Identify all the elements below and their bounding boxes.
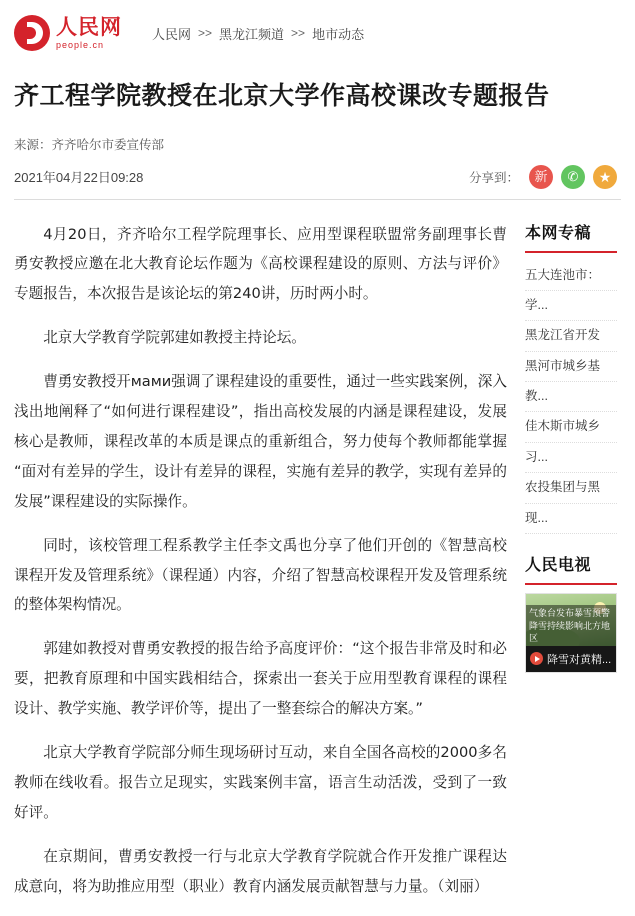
article-body [14,200,507,916]
list-item[interactable] [525,504,617,534]
list-item[interactable] [525,473,617,503]
breadcrumb-item-0[interactable]: 人民网 [152,26,192,42]
article-paragraph: 4月20日，齐齐哈尔工程学院理事长、应用型课程联盟常务副理事长曹勇安教授应邀在北大教育论坛作题为《高校课程建设的原则、方法与评价》专题报告，本次报告是该论坛的第240讲，历时两小时。 [14,225,507,303]
logo-title-cn: 人民网 [56,14,122,39]
breadcrumb-separator-0: >> [198,26,213,40]
list-item[interactable] [525,321,617,351]
article-header [0,80,635,200]
breadcrumb-item-2[interactable]: 地市动态 [312,26,365,42]
sidebar-special-list [525,261,617,534]
breadcrumb-separator-1: >> [291,26,306,40]
wechat-share-icon[interactable]: ✆ [561,165,585,189]
sidebar-link[interactable]: 五大连池市： [525,267,601,282]
logo-text [56,14,122,50]
video-title-bar[interactable] [526,646,616,672]
sidebar [525,200,617,916]
logo-title-en: people.cn [56,39,105,50]
sidebar-module-special-title: 本网专稿 [525,220,617,253]
sidebar-link[interactable]: 习... [525,449,548,464]
site-logo[interactable] [14,15,122,51]
sidebar-link[interactable]: 现... [525,510,548,525]
list-item[interactable] [525,382,617,412]
content-wrapper [0,200,635,916]
article-paragraph: 曹勇安教授开мами强调了课程建设的重要性，通过一些实践案例，深入浅出地阐释了“如何进行课程建设”，指出高校发展的内涵是课程建设，发展核心是教师，课程改革的本质是课点的重新组合，努力使每个教师都能掌握“面对有差异的学生，设计有差异的课程，实施有差异的教学，实现有差异的发展”课程建设的实际操作。 [14,373,507,510]
share-bar [469,165,621,189]
article-paragraph: 同时，该校管理工程系教学主任李文禹也分享了他们开创的《智慧高校课程开发及管理系统》（课程通）内容，介绍了智慧高校课程开发及管理系统的整体架构情况。 [14,536,507,614]
sidebar-link[interactable]: 黑龙江省开发 [525,328,601,343]
sidebar-link[interactable]: 农投集团与黑 [525,480,601,495]
sidebar-module-tv [525,552,617,673]
video-thumbnail-caption: 气象台发布暴雪预警 降雪持续影响北方地区 [526,605,616,645]
sidebar-module-special [525,220,617,534]
list-item[interactable] [525,261,617,291]
article-paragraph: 北京大学教育学院郭建如教授主持论坛。 [43,329,306,347]
video-card[interactable] [525,593,617,673]
share-label: 分享到： [468,170,519,185]
article-paragraph: 在京期间，曹勇安教授一行与北京大学教育学院就合作开发推广课程达成意向，将为助推应用型（职业）教育内涵发展贡献智慧与力量。（刘丽） [14,847,507,895]
sidebar-link[interactable]: 黑河市城乡基 [525,358,601,373]
list-item[interactable] [525,352,617,382]
article-source: 来源：齐齐哈尔市委宣传部 [14,137,165,152]
video-title[interactable]: 降雪对黄精... [547,653,612,666]
publish-date: 2021年04月22日09:28 [14,170,144,185]
article-paragraph: 北京大学教育学院部分师生现场研讨互动，来自全国各高校的2000多名教师在线收看。报告立足现实，实践案例丰富，语言生动活泼，受到了一致好评。 [14,744,507,821]
sidebar-module-tv-title: 人民电视 [525,552,617,585]
breadcrumb-item-1[interactable]: 黑龙江频道 [219,26,285,42]
video-thumbnail[interactable] [526,594,616,646]
people-cn-logo-icon [14,15,50,51]
list-item[interactable] [525,412,617,442]
sidebar-link[interactable]: 学... [525,297,548,312]
page-title: 齐工程学院教授在北京大学作高校课改专题报告 [14,81,550,110]
sidebar-link[interactable]: 佳木斯市城乡 [525,419,601,434]
list-item[interactable] [525,291,617,321]
site-header [0,0,635,66]
favorite-share-icon[interactable]: ★ [593,165,617,189]
sidebar-link[interactable]: 教... [525,389,548,403]
play-icon[interactable] [530,652,543,665]
list-item[interactable] [525,443,617,473]
weibo-share-icon[interactable]: 新 [529,165,553,189]
article-paragraph: 郭建如教授对曹勇安教授的报告给予高度评价：“这个报告非常及时和必要，把教育原理和中国实践相结合，探索出一套关于应用型教育课程的课程设计、教学实施、教学评价等，提出了一整套综合的解决方案。” [14,640,507,718]
breadcrumb [152,24,364,43]
article-meta-row [14,165,621,200]
